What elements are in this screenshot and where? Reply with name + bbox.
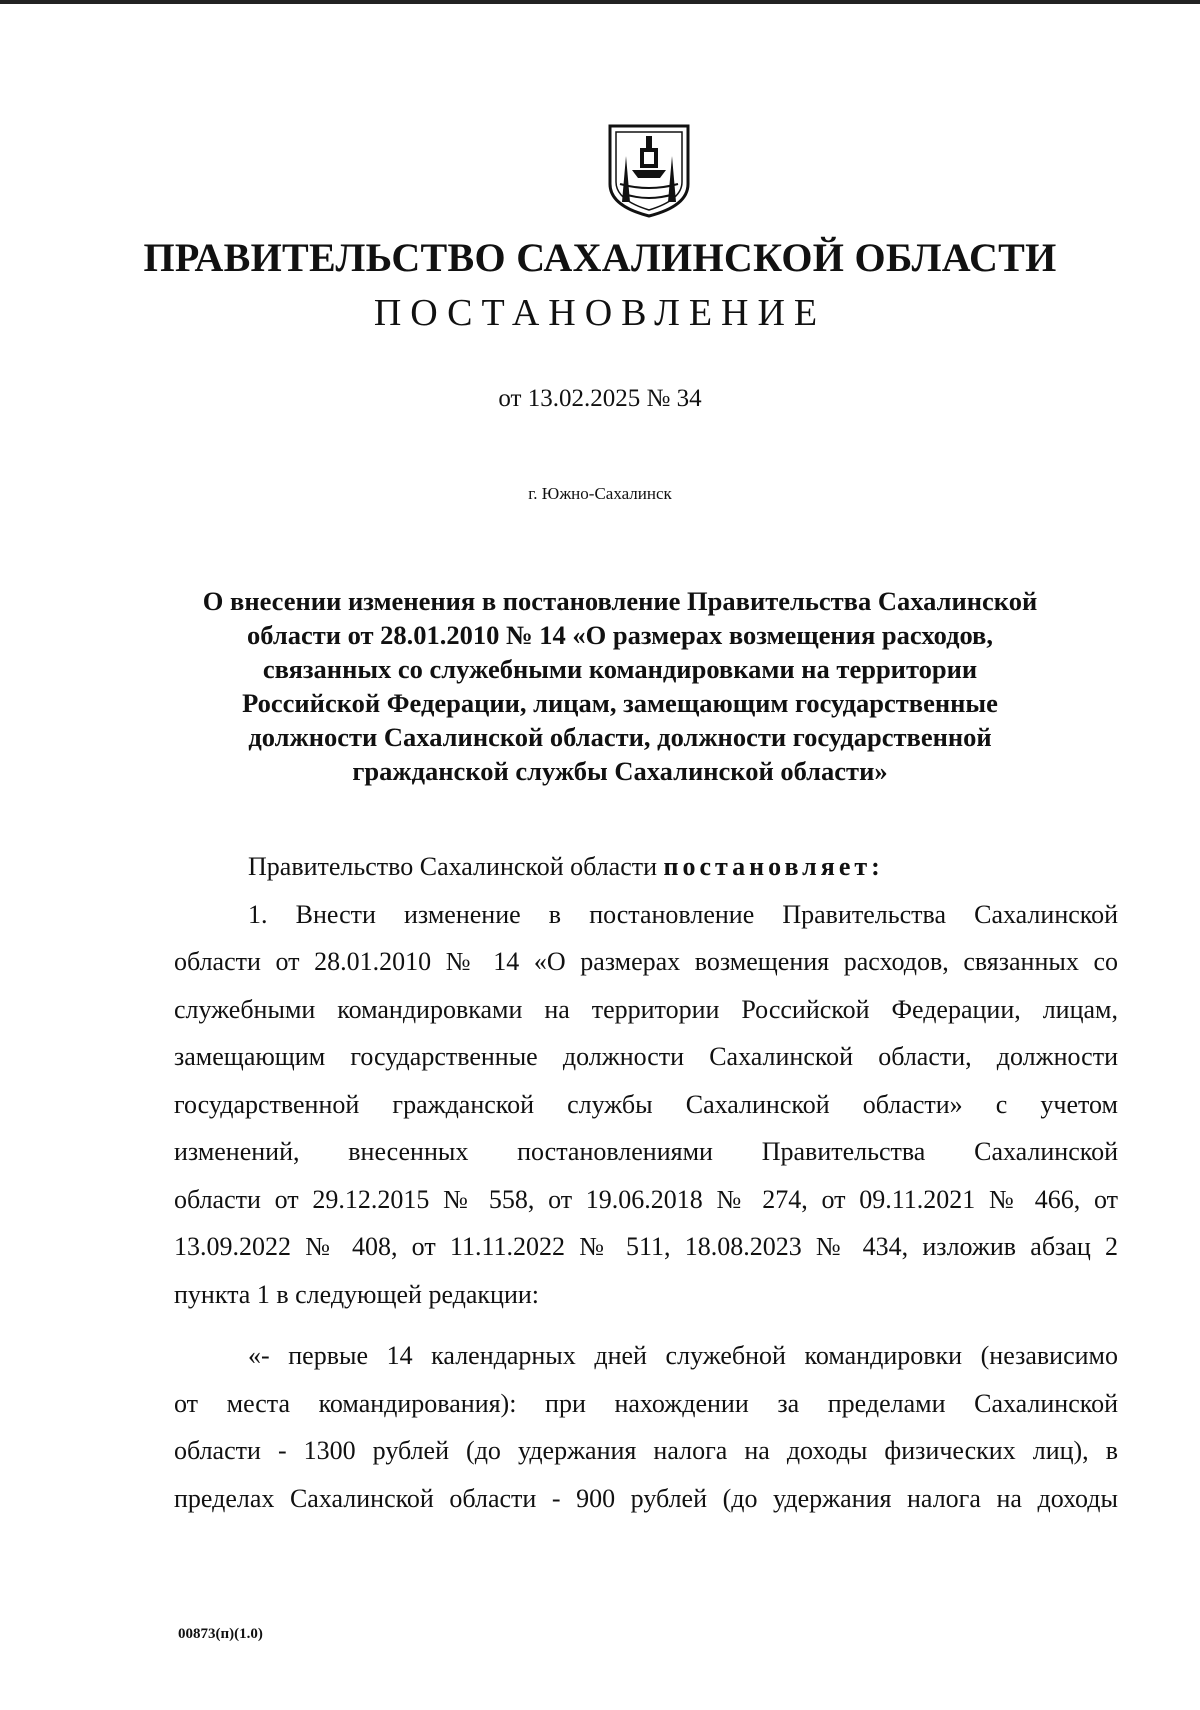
item-1-line: 13.09.2022 № 408, от 11.11.2022 № 511, 18.08.2023 № 434, изложив абзац 2 (174, 1232, 1118, 1261)
item-1-paragraph (174, 891, 1118, 1319)
resolves-paragraph (174, 843, 1118, 891)
item-1-line: изменений, внесенных постановлениями Правительства Сахалинской (174, 1137, 1118, 1166)
item-1-line: 1. Внести изменение в постановление Правительства Сахалинской (248, 899, 1118, 929)
document-subject (160, 584, 1080, 788)
resolves-word: постановляет: (663, 852, 884, 881)
resolves-prefix: Правительство Сахалинской области (248, 852, 664, 881)
subject-line: должности Сахалинской области, должности государственной (248, 722, 992, 752)
subject-line: О внесении изменения в постановление Правительства Сахалинской (202, 586, 1038, 616)
subject-line: Российской Федерации, лицам, замещающим государственные (242, 688, 998, 718)
document-city: г. Южно-Сахалинск (528, 484, 672, 503)
quote-line: «- первые 14 календарных дней служебной командировки (независимо (248, 1341, 1118, 1370)
document-date-number: от 13.02.2025 № 34 (498, 385, 702, 412)
item-1-line: государственной гражданской службы Сахалинской области» с учетом (174, 1089, 1118, 1119)
scan-top-border (0, 0, 1200, 4)
paragraph-gap (174, 1318, 1118, 1332)
subject-line: гражданской службы Сахалинской области» (352, 756, 888, 786)
item-1-line: области от 29.12.2015 № 558, от 19.06.2018 № 274, от 09.11.2021 № 466, от (174, 1184, 1118, 1214)
document-body (174, 843, 1118, 1522)
subject-line: связанных со служебными командировками на территории (262, 654, 978, 684)
government-title: ПРАВИТЕЛЬСТВО САХАЛИНСКОЙ ОБЛАСТИ (143, 235, 1057, 280)
item-1-line: замещающим государственные должности Сахалинской области, должности (174, 1042, 1118, 1071)
item-1-line-last: пункта 1 в следующей редакции: (174, 1279, 540, 1309)
quoted-paragraph (174, 1332, 1118, 1522)
item-1-line: области от 28.01.2010 № 14 «О размерах возмещения расходов, связанных со (174, 947, 1118, 976)
subject-line: области от 28.01.2010 № 14 «О размерах возмещения расходов, (246, 620, 993, 650)
item-1-line: служебными командировками на территории Российской Федерации, лицам, (174, 994, 1118, 1024)
footer-form-code: 00873(п)(1.0) (178, 1626, 263, 1642)
quote-line: от места командирования): при нахождении за пределами Сахалинской (174, 1388, 1118, 1418)
sakhalin-coat-of-arms-icon (602, 122, 696, 218)
quote-line: пределах Сахалинской области - 900 рублей (до удержания налога на доходы (174, 1483, 1118, 1513)
document-type: ПОСТАНОВЛЕНИЕ (373, 292, 827, 334)
quote-line: области - 1300 рублей (до удержания налога на доходы физических лиц), в (174, 1436, 1118, 1465)
